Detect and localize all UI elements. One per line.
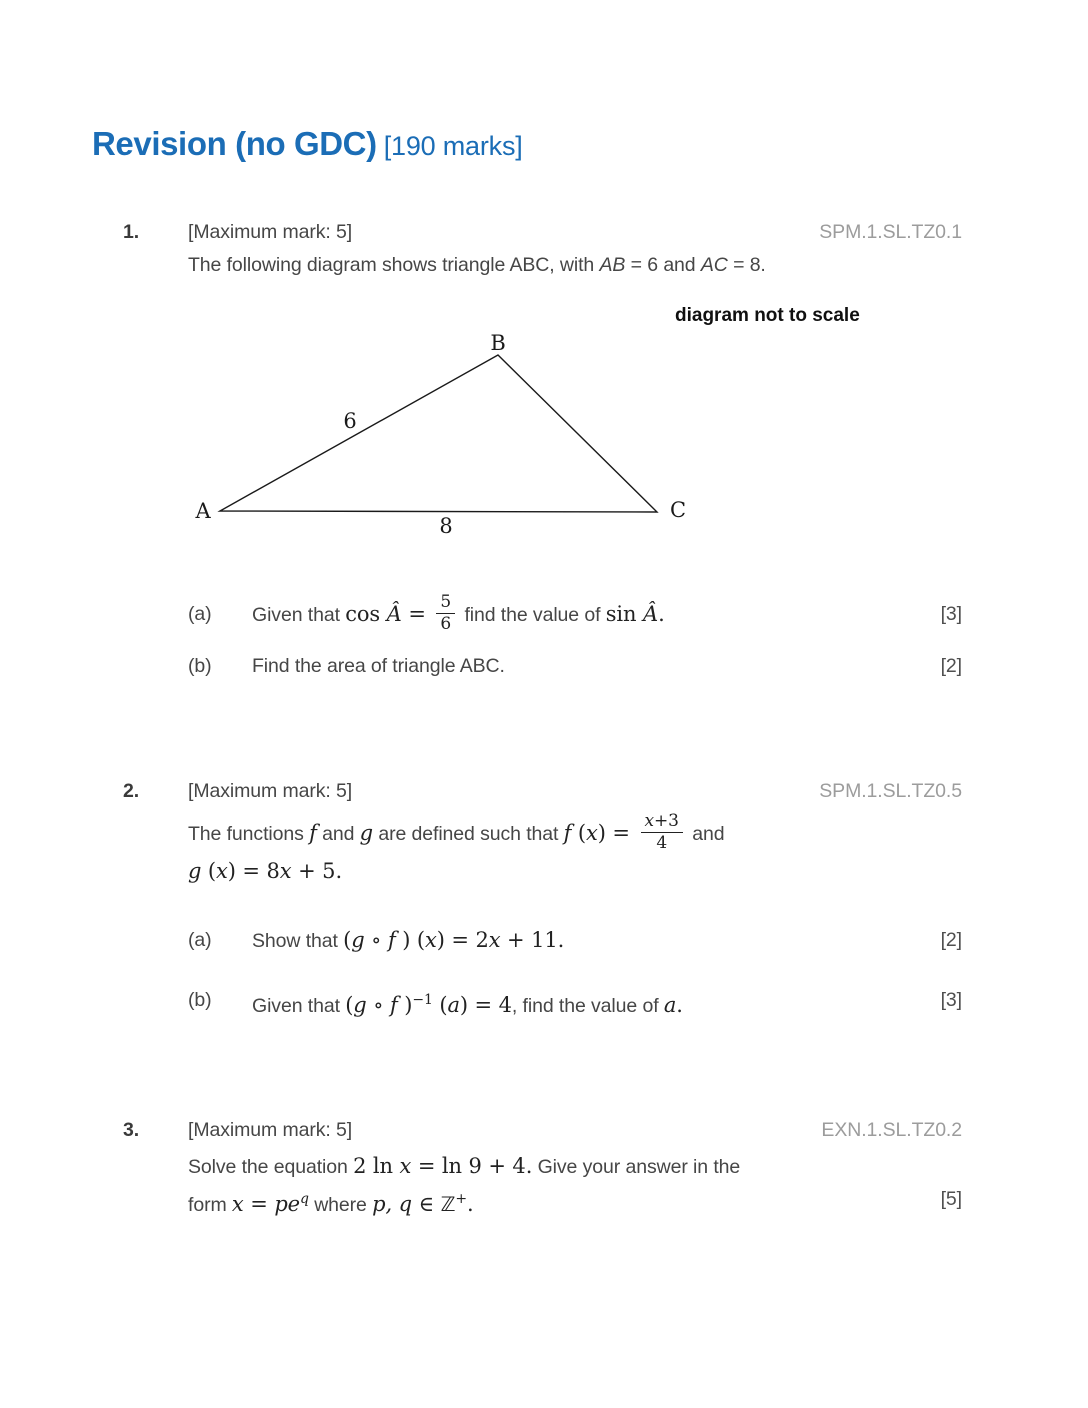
q1-part-a <box>188 591 962 638</box>
vertex-c-label: C <box>670 498 686 522</box>
paren: ) ( <box>402 928 425 952</box>
fraction-numerator <box>641 812 683 833</box>
part-label: (b) <box>188 989 212 1011</box>
q3-line-2-text <box>188 1183 918 1221</box>
side-ab-length-label: 6 <box>343 409 357 433</box>
p-q-variables: p, q <box>372 1192 412 1216</box>
marks-badge: [3] <box>940 603 962 625</box>
x-variable: x <box>231 1192 244 1216</box>
q2-intro-line-1 <box>188 811 962 856</box>
q-exponent: q <box>300 1191 309 1207</box>
paren: ) <box>404 993 413 1017</box>
q3-line-2 <box>188 1183 962 1221</box>
g-variable: g <box>351 928 365 952</box>
cos-function: cos <box>345 602 387 626</box>
part-text-plain: Show that <box>252 930 344 952</box>
a-variable: a <box>447 993 460 1017</box>
question-2 <box>123 779 962 1026</box>
part-label: (a) <box>188 603 212 625</box>
element-of-operator: ∈ <box>411 1192 441 1216</box>
vertex-b-label: B <box>490 331 506 355</box>
q3-code: EXN.1.SL.TZ0.2 <box>821 1119 962 1141</box>
q1-intro <box>188 252 962 278</box>
period: . <box>467 1192 474 1216</box>
f-variable: f <box>563 821 578 845</box>
q3-max-mark: [Maximum mark: 5] <box>188 1119 353 1141</box>
f-variable: f <box>309 821 317 845</box>
x-variable: x <box>399 1154 412 1178</box>
marks-badge: [3] <box>940 989 962 1011</box>
equals-part: ) = 2 <box>436 928 489 952</box>
paren: ( <box>577 821 587 845</box>
q2-header <box>123 779 962 804</box>
marks-badge: [5] <box>940 1188 962 1210</box>
equals-ln9-plus4: = ln 9 + 4. <box>411 1154 533 1178</box>
g-variable: g <box>353 993 367 1017</box>
part-text-plain: Given that <box>252 995 346 1017</box>
page-title <box>92 122 1088 168</box>
triangle-svg <box>190 302 890 547</box>
integers-symbol: ℤ <box>440 1192 456 1216</box>
equals-sign: = <box>408 602 433 626</box>
triangle-outline <box>220 355 657 512</box>
side-ac-length-label: 8 <box>439 514 453 538</box>
q2-part-b <box>188 980 962 1026</box>
x-variable: x <box>279 859 292 883</box>
q3-text-plain: where <box>308 1194 373 1216</box>
q2-number: 2. <box>123 780 140 802</box>
q3-header <box>123 1118 962 1143</box>
plus-eleven: + 11. <box>500 928 565 952</box>
q1-var-ac: AC <box>700 254 728 276</box>
period: . <box>658 602 665 626</box>
part-label: (b) <box>188 655 212 677</box>
equals-sign: = <box>243 1192 275 1216</box>
q1-part-b <box>188 653 962 679</box>
fraction <box>436 593 455 634</box>
q1-header <box>123 220 962 245</box>
q3-text-plain: form <box>188 1194 232 1216</box>
paren: ( <box>207 859 217 883</box>
q3-line-1 <box>188 1150 962 1183</box>
a-hat-variable: Â <box>386 602 409 626</box>
q3-text-plain: Solve the equation <box>188 1156 354 1178</box>
x-variable: x <box>586 821 598 845</box>
intro-text-plain: are defined such that <box>373 823 564 845</box>
inverse-superscript: −1 <box>412 992 433 1008</box>
part-text-plain: Given that <box>252 604 346 626</box>
x-variable: x <box>644 811 655 832</box>
paren: ( <box>432 993 448 1017</box>
x-variable: x <box>216 859 228 883</box>
plus-three: +3 <box>654 811 679 832</box>
q1-number: 1. <box>123 221 140 243</box>
triangle-diagram <box>123 302 962 547</box>
marks-badge: [2] <box>940 929 962 951</box>
q1-intro-text: The following diagram shows triangle ABC, with <box>188 254 600 276</box>
pe-variables: pe <box>274 1192 300 1216</box>
part-text <box>252 980 918 1026</box>
vertex-a-label: A <box>195 499 211 523</box>
equals-part: ) = 8 <box>227 859 280 883</box>
page-title-text: Revision (no GDC) <box>92 125 377 162</box>
fraction <box>641 812 683 853</box>
q2-code: SPM.1.SL.TZ0.5 <box>819 780 962 802</box>
part-text: Find the area of triangle ABC. <box>252 655 505 677</box>
q3-text-plain: Give your answer in the <box>532 1156 741 1178</box>
f-variable: f <box>387 928 403 952</box>
q1-code: SPM.1.SL.TZ0.1 <box>819 221 962 243</box>
q1-intro-text: = 6 and <box>625 254 701 276</box>
equals-sign: ) = <box>597 821 637 845</box>
part-label: (a) <box>188 929 212 951</box>
plus-superscript: + <box>455 1191 468 1207</box>
g-variable: g <box>188 859 208 883</box>
paren: ( <box>343 928 352 952</box>
part-text-plain: find the value of <box>459 604 606 626</box>
q1-intro-text: = 8. <box>727 254 766 276</box>
x-variable: x <box>424 928 437 952</box>
q3-number: 3. <box>123 1119 140 1141</box>
marks-badge: [2] <box>940 655 962 677</box>
f-variable: f <box>390 993 405 1017</box>
q2-part-a <box>188 923 962 958</box>
part-text-plain: , find the value of <box>511 995 664 1017</box>
two-ln: 2 ln <box>353 1154 400 1178</box>
compose-operator: ∘ <box>364 928 388 952</box>
diagram-note: diagram not to scale <box>675 305 860 326</box>
equals-part: ) = 4 <box>459 993 512 1017</box>
plus-five: + 5. <box>291 859 343 883</box>
part-text <box>252 923 918 958</box>
intro-text-plain: and <box>316 823 360 845</box>
fraction-denominator: 4 <box>656 833 668 854</box>
intro-text-plain: and <box>686 823 725 845</box>
g-variable: g <box>359 821 373 845</box>
question-1 <box>123 220 962 679</box>
fraction-numerator: 5 <box>436 593 455 614</box>
fraction-denominator: 6 <box>440 614 452 635</box>
q1-var-ab: AB <box>599 254 626 276</box>
part-text <box>252 591 918 638</box>
period: . <box>676 993 683 1017</box>
q2-intro-line-2 <box>188 856 962 887</box>
compose-operator: ∘ <box>366 993 390 1017</box>
a-variable: a <box>663 993 677 1017</box>
paren: ( <box>345 993 354 1017</box>
q2-max-mark: [Maximum mark: 5] <box>188 780 353 802</box>
sin-function: sin <box>605 602 644 626</box>
page-title-marks: [190 marks] <box>383 131 523 161</box>
question-3 <box>123 1118 962 1221</box>
q1-max-mark: [Maximum mark: 5] <box>188 221 353 243</box>
a-hat-variable: Â <box>643 602 659 626</box>
x-variable: x <box>488 928 501 952</box>
intro-text-plain: The functions <box>188 823 310 845</box>
